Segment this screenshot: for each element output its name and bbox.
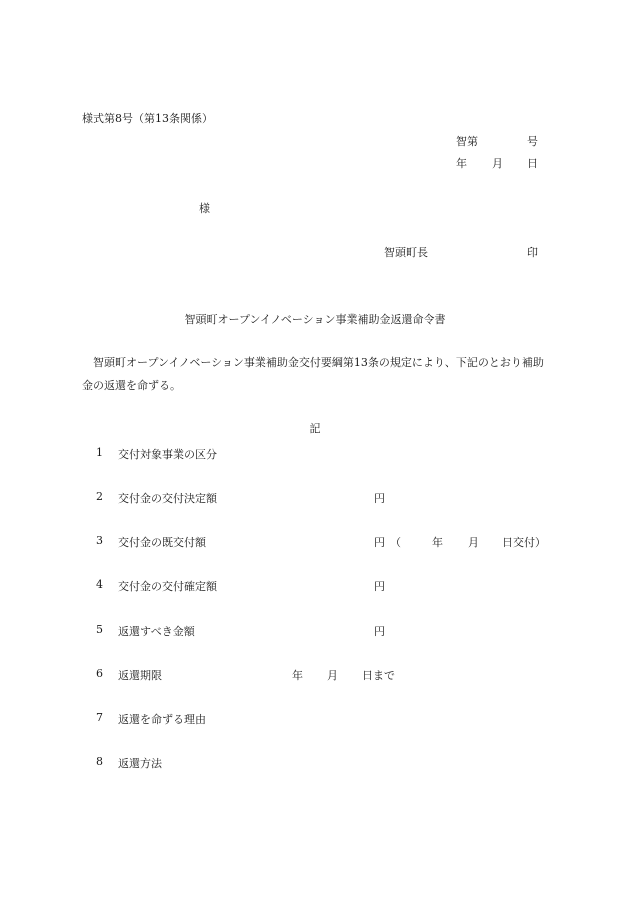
- list-item: [0, 623, 630, 637]
- ki-heading: 記: [309, 422, 321, 435]
- item-number: 7: [96, 711, 103, 724]
- item-number: 8: [96, 755, 103, 768]
- payment-date-year: 年: [432, 536, 443, 549]
- seal-mark: 印: [527, 246, 538, 259]
- list-item: [0, 446, 630, 460]
- list-item: [0, 755, 630, 769]
- item-number: 6: [96, 667, 103, 680]
- payment-date-day: 日交付）: [502, 536, 546, 549]
- item-label: 返還期限: [118, 669, 162, 682]
- list-item: [0, 490, 630, 504]
- deadline-day: 日まで: [362, 669, 395, 682]
- body-paragraph: 智頭町オープンイノベーション事業補助金交付要綱第13条の規定により、下記のとおり補助金の返還を命ずる。: [82, 356, 544, 392]
- list-item: [0, 578, 630, 592]
- item-number: 3: [96, 534, 103, 547]
- list-item: [0, 711, 630, 725]
- deadline-year: 年: [292, 669, 303, 682]
- document-number-prefix: 智第: [456, 135, 478, 148]
- item-label: 返還を命ずる理由: [118, 713, 206, 726]
- item-label: 交付金の既交付額: [118, 536, 206, 549]
- yen-unit: 円: [374, 625, 385, 638]
- item-label: 返還方法: [118, 757, 162, 770]
- item-number: 4: [96, 578, 103, 591]
- issuer-name: 智頭町長: [384, 246, 428, 259]
- item-number: 1: [96, 446, 103, 459]
- item-label: 交付金の交付確定額: [118, 580, 217, 593]
- item-number: 5: [96, 623, 103, 636]
- addressee-honorific: 様: [199, 202, 210, 215]
- form-number-label: 様式第8号（第13条関係）: [82, 112, 213, 125]
- document-title: 智頭町オープンイノベーション事業補助金返還命令書: [184, 313, 446, 326]
- list-item: [0, 667, 630, 681]
- list-item: [0, 534, 630, 548]
- deadline-month: 月: [327, 669, 338, 682]
- open-paren: （: [390, 536, 401, 549]
- yen-unit: 円: [374, 536, 385, 549]
- issue-date-year: 年: [456, 157, 467, 170]
- yen-unit: 円: [374, 492, 385, 505]
- issue-date-month: 月: [492, 157, 503, 170]
- item-label: 交付金の交付決定額: [118, 492, 217, 505]
- issue-date-day: 日: [527, 157, 538, 170]
- item-label: 返還すべき金額: [118, 625, 195, 638]
- document-number-suffix: 号: [527, 135, 538, 148]
- payment-date-month: 月: [468, 536, 479, 549]
- item-number: 2: [96, 490, 103, 503]
- yen-unit: 円: [374, 580, 385, 593]
- item-label: 交付対象事業の区分: [118, 448, 217, 461]
